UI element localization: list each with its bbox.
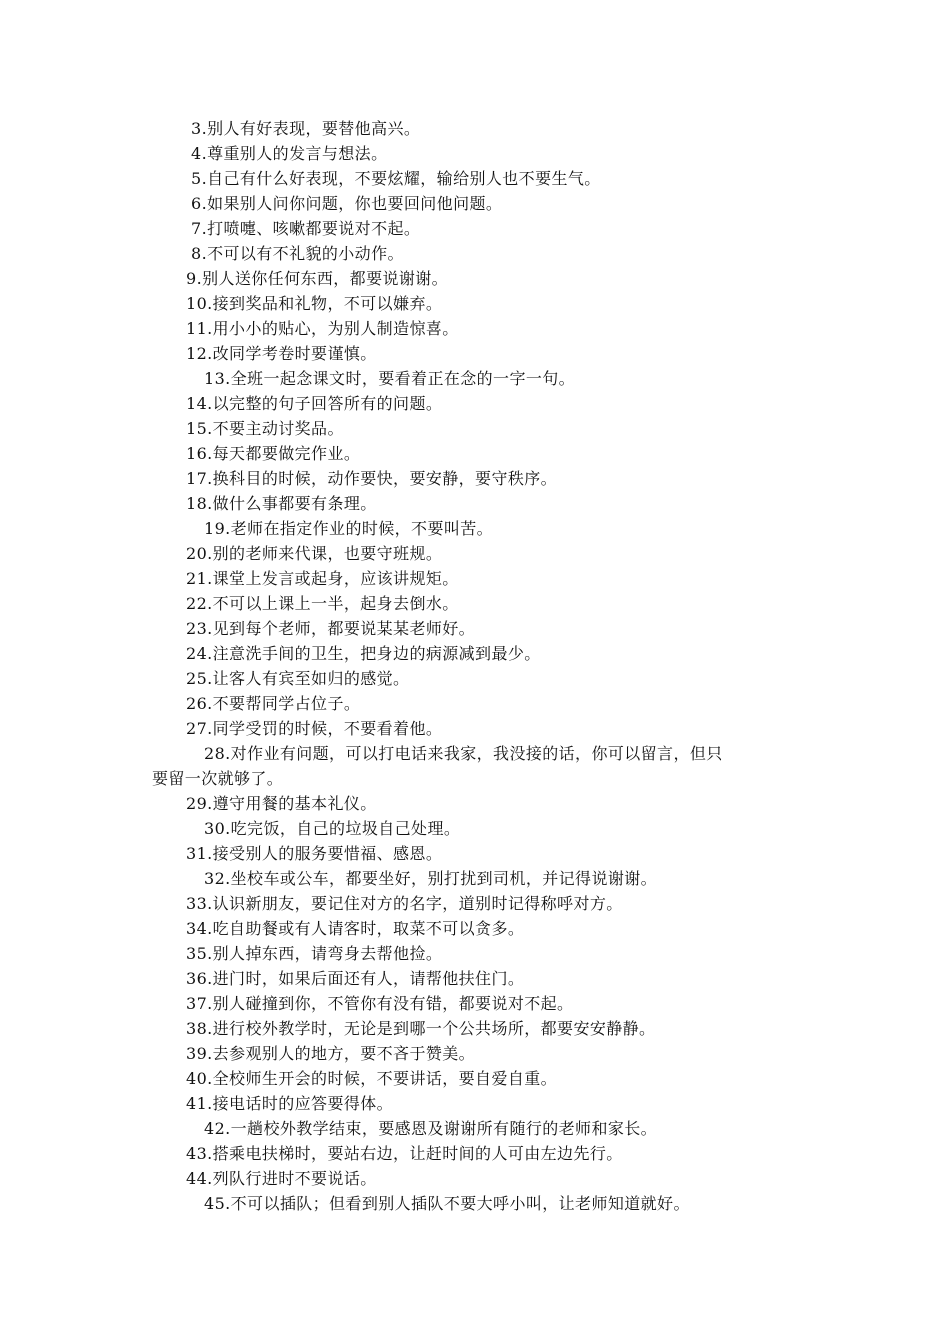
rule-line: 16.每天都要做完作业。 bbox=[186, 444, 361, 463]
rule-line: 35.别人掉东西，请弯身去帮他捡。 bbox=[186, 944, 443, 963]
rule-line: 21.课堂上发言或起身，应该讲规矩。 bbox=[186, 569, 459, 588]
rule-line: 30.吃完饭，自己的垃圾自己处理。 bbox=[204, 819, 461, 838]
rule-line: 33.认识新朋友，要记住对方的名字，道别时记得称呼对方。 bbox=[186, 894, 623, 913]
rule-line: 18.做什么事都要有条理。 bbox=[186, 494, 377, 513]
rule-line: 3.别人有好表现，要替他高兴。 bbox=[191, 119, 421, 138]
rule-line-continuation: 要留一次就够了。 bbox=[152, 769, 284, 788]
rule-line: 41.接电话时的应答要得体。 bbox=[186, 1094, 394, 1113]
rule-line: 6.如果别人问你问题，你也要回问他问题。 bbox=[191, 194, 503, 213]
rule-line: 37.别人碰撞到你，不管你有没有错，都要说对不起。 bbox=[186, 994, 574, 1013]
rule-line: 8.不可以有不礼貌的小动作。 bbox=[191, 244, 404, 263]
rule-line: 38.进行校外教学时，无论是到哪一个公共场所，都要安安静静。 bbox=[186, 1019, 656, 1038]
rule-line: 42.一趟校外教学结束，要感恩及谢谢所有随行的老师和家长。 bbox=[204, 1119, 658, 1138]
rule-line: 13.全班一起念课文时，要看着正在念的一字一句。 bbox=[204, 369, 576, 388]
rule-line: 28.对作业有问题，可以打电话来我家，我没接的话，你可以留言，但只 bbox=[204, 744, 723, 763]
rule-line: 43.搭乘电扶梯时，要站右边，让赶时间的人可由左边先行。 bbox=[186, 1144, 623, 1163]
rule-line: 44.列队行进时不要说话。 bbox=[186, 1169, 377, 1188]
rule-line: 14.以完整的句子回答所有的问题。 bbox=[186, 394, 443, 413]
rule-line: 31.接受别人的服务要惜福、感恩。 bbox=[186, 844, 443, 863]
rule-line: 29.遵守用餐的基本礼仪。 bbox=[186, 794, 377, 813]
rule-line: 7.打喷嚏、咳嗽都要说对不起。 bbox=[191, 219, 421, 238]
rule-line: 23.见到每个老师，都要说某某老师好。 bbox=[186, 619, 476, 638]
rule-line: 11.用小小的贴心，为别人制造惊喜。 bbox=[186, 319, 459, 338]
rule-line: 5.自己有什么好表现，不要炫耀，输给别人也不要生气。 bbox=[191, 169, 601, 188]
rule-line: 25.让客人有宾至如归的感觉。 bbox=[186, 669, 410, 688]
rule-line: 27.同学受罚的时候，不要看着他。 bbox=[186, 719, 443, 738]
rule-line: 39.去参观别人的地方，要不吝于赞美。 bbox=[186, 1044, 476, 1063]
rule-line: 40.全校师生开会的时候，不要讲话，要自爱自重。 bbox=[186, 1069, 558, 1088]
rule-line: 10.接到奖品和礼物，不可以嫌弃。 bbox=[186, 294, 443, 313]
rule-line: 4.尊重别人的发言与想法。 bbox=[191, 144, 388, 163]
rule-line: 20.别的老师来代课，也要守班规。 bbox=[186, 544, 443, 563]
rule-line: 26.不要帮同学占位子。 bbox=[186, 694, 361, 713]
rule-line: 19.老师在指定作业的时候，不要叫苦。 bbox=[204, 519, 494, 538]
rule-line: 34.吃自助餐或有人请客时，取菜不可以贪多。 bbox=[186, 919, 525, 938]
rule-line: 9.别人送你任何东西，都要说谢谢。 bbox=[186, 269, 449, 288]
rule-line: 36.进门时，如果后面还有人，请帮他扶住门。 bbox=[186, 969, 525, 988]
rule-line: 32.坐校车或公车，都要坐好，别打扰到司机，并记得说谢谢。 bbox=[204, 869, 658, 888]
rule-line: 12.改同学考卷时要谨慎。 bbox=[186, 344, 377, 363]
rule-line: 22.不可以上课上一半，起身去倒水。 bbox=[186, 594, 459, 613]
rule-line: 45.不可以插队；但看到别人插队不要大呼小叫，让老师知道就好。 bbox=[204, 1194, 690, 1213]
rule-line: 17.换科目的时候，动作要快，要安静，要守秩序。 bbox=[186, 469, 558, 488]
rule-line: 24.注意洗手间的卫生，把身边的病源减到最少。 bbox=[186, 644, 541, 663]
rule-line: 15.不要主动讨奖品。 bbox=[186, 419, 344, 438]
